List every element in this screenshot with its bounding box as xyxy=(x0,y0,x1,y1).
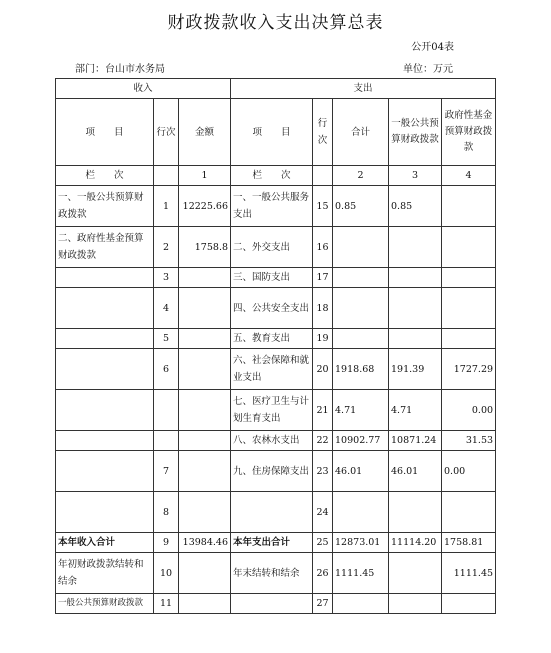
fund-value: 1727.29 xyxy=(442,349,496,390)
expense-header: 支出 xyxy=(231,79,496,99)
department-label: 部门：台山市水务局 xyxy=(75,64,165,75)
total-value: 1918.68 xyxy=(333,349,389,390)
expense-row-no: 22 xyxy=(313,431,333,451)
fund-value: 0.00 xyxy=(442,390,496,431)
total-value xyxy=(333,594,389,614)
income-item xyxy=(56,288,154,329)
table-row xyxy=(56,431,496,451)
income-row-no: 10 xyxy=(154,553,179,594)
income-row-no: 7 xyxy=(154,451,179,492)
expense-item xyxy=(231,594,313,614)
income-amount xyxy=(179,594,231,614)
general-value xyxy=(389,268,442,288)
expense-row-no: 25 xyxy=(313,533,333,553)
income-row-no: 11 xyxy=(154,594,179,614)
table-row xyxy=(56,451,496,492)
expense-item: 三、国防支出 xyxy=(231,268,313,288)
general-value: 0.85 xyxy=(389,186,442,227)
income-row-no: 4 xyxy=(154,288,179,329)
expense-item xyxy=(231,492,313,533)
column-blank xyxy=(154,166,179,186)
income-amount: 12225.66 xyxy=(179,186,231,227)
income-item xyxy=(56,390,154,431)
income-amount: 13984.46 xyxy=(179,533,231,553)
expense-row-no: 27 xyxy=(313,594,333,614)
income-amount xyxy=(179,390,231,431)
income-row-no: 8 xyxy=(154,492,179,533)
total-value xyxy=(333,329,389,349)
income-item: 本年收入合计 xyxy=(56,533,154,553)
general-value xyxy=(389,227,442,268)
form-number: 公开04表 xyxy=(411,42,454,53)
expense-row-no: 20 xyxy=(313,349,333,390)
fund-value: 0.00 xyxy=(442,451,496,492)
expense-item: 二、外交支出 xyxy=(231,227,313,268)
gov-fund-header: 政府性基金预算财政拨款 xyxy=(442,99,496,166)
fund-value xyxy=(442,594,496,614)
page-title: 财政拨款收入支出决算总表 xyxy=(167,13,384,33)
expense-row-no: 24 xyxy=(313,492,333,533)
income-item xyxy=(56,349,154,390)
column-3: 3 xyxy=(389,166,442,186)
column-2: 2 xyxy=(333,166,389,186)
column-number-row xyxy=(56,166,496,186)
table-row xyxy=(56,492,496,533)
expense-item: 九、住房保障支出 xyxy=(231,451,313,492)
general-value xyxy=(389,329,442,349)
income-amount xyxy=(179,268,231,288)
column-header-row xyxy=(56,99,496,166)
income-row-no: 5 xyxy=(154,329,179,349)
expense-item: 八、农林水支出 xyxy=(231,431,313,451)
section-header-row xyxy=(56,79,496,99)
expense-item: 五、教育支出 xyxy=(231,329,313,349)
income-amount xyxy=(179,492,231,533)
expense-item: 本年支出合计 xyxy=(231,533,313,553)
fund-value xyxy=(442,186,496,227)
income-item: 一、一般公共预算财政拨款 xyxy=(56,186,154,227)
income-amount: 1758.8 xyxy=(179,227,231,268)
general-value: 46.01 xyxy=(389,451,442,492)
table-row xyxy=(56,186,496,227)
fund-value xyxy=(442,288,496,329)
total-value xyxy=(333,492,389,533)
total-value xyxy=(333,227,389,268)
income-item: 年初财政拨款结转和结余 xyxy=(56,553,154,594)
general-value: 191.39 xyxy=(389,349,442,390)
expense-row-no: 21 xyxy=(313,390,333,431)
table-row xyxy=(56,227,496,268)
general-budget-header: 一般公共预算财政拨款 xyxy=(389,99,442,166)
fund-value: 1758.81 xyxy=(442,533,496,553)
fund-value: 31.53 xyxy=(442,431,496,451)
general-value xyxy=(389,553,442,594)
table-row xyxy=(56,329,496,349)
total-value: 46.01 xyxy=(333,451,389,492)
fund-value xyxy=(442,492,496,533)
expense-row-no: 19 xyxy=(313,329,333,349)
expense-row-no: 23 xyxy=(313,451,333,492)
column-1: 1 xyxy=(179,166,231,186)
column-blank xyxy=(313,166,333,186)
general-value xyxy=(389,492,442,533)
income-amount xyxy=(179,553,231,594)
income-item xyxy=(56,329,154,349)
income-amount xyxy=(179,451,231,492)
total-value: 10902.77 xyxy=(333,431,389,451)
income-item: 一般公共预算财政拨款 xyxy=(56,594,154,614)
expense-row-no: 15 xyxy=(313,186,333,227)
income-amount-header: 金额 xyxy=(179,99,231,166)
income-row-no: 3 xyxy=(154,268,179,288)
total-value xyxy=(333,288,389,329)
fund-value xyxy=(442,329,496,349)
general-value: 10871.24 xyxy=(389,431,442,451)
fund-value xyxy=(442,268,496,288)
income-row-no xyxy=(154,431,179,451)
income-item xyxy=(56,492,154,533)
total-value: 0.85 xyxy=(333,186,389,227)
general-value: 4.71 xyxy=(389,390,442,431)
general-value xyxy=(389,288,442,329)
total-value: 4.71 xyxy=(333,390,389,431)
expense-item: 四、公共安全支出 xyxy=(231,288,313,329)
income-amount xyxy=(179,349,231,390)
general-value xyxy=(389,594,442,614)
income-row-no-header: 行次 xyxy=(154,99,179,166)
expense-row-no-header: 行次 xyxy=(313,99,333,166)
expense-item: 七、医疗卫生与计划生育支出 xyxy=(231,390,313,431)
table-row xyxy=(56,594,496,614)
income-row-no: 2 xyxy=(154,227,179,268)
column-label: 栏 次 xyxy=(56,166,154,186)
table-row xyxy=(56,349,496,390)
income-row-no: 9 xyxy=(154,533,179,553)
expense-item: 六、社会保障和就业支出 xyxy=(231,349,313,390)
column-label-2: 栏 次 xyxy=(231,166,313,186)
total-header: 合计 xyxy=(333,99,389,166)
expense-row-no: 18 xyxy=(313,288,333,329)
column-4: 4 xyxy=(442,166,496,186)
general-value: 11114.20 xyxy=(389,533,442,553)
income-amount xyxy=(179,431,231,451)
income-item-header: 项 目 xyxy=(56,99,154,166)
table-row xyxy=(56,288,496,329)
income-item xyxy=(56,451,154,492)
unit-label: 单位：万元 xyxy=(403,64,453,75)
table-row xyxy=(56,553,496,594)
income-row-no: 1 xyxy=(154,186,179,227)
table-row xyxy=(56,268,496,288)
total-value: 12873.01 xyxy=(333,533,389,553)
income-amount xyxy=(179,288,231,329)
income-row-no xyxy=(154,390,179,431)
income-item xyxy=(56,268,154,288)
table-row-total xyxy=(56,533,496,553)
expense-row-no: 26 xyxy=(313,553,333,594)
expense-item: 一、一般公共服务支出 xyxy=(231,186,313,227)
expense-item-header: 项 目 xyxy=(231,99,313,166)
fund-value: 1111.45 xyxy=(442,553,496,594)
income-amount xyxy=(179,329,231,349)
income-item: 二、政府性基金预算财政拨款 xyxy=(56,227,154,268)
expense-item: 年末结转和结余 xyxy=(231,553,313,594)
budget-table xyxy=(55,78,496,614)
income-item xyxy=(56,431,154,451)
fund-value xyxy=(442,227,496,268)
table-row xyxy=(56,390,496,431)
total-value: 1111.45 xyxy=(333,553,389,594)
total-value xyxy=(333,268,389,288)
income-row-no: 6 xyxy=(154,349,179,390)
expense-row-no: 17 xyxy=(313,268,333,288)
expense-row-no: 16 xyxy=(313,227,333,268)
income-header: 收入 xyxy=(56,79,231,99)
